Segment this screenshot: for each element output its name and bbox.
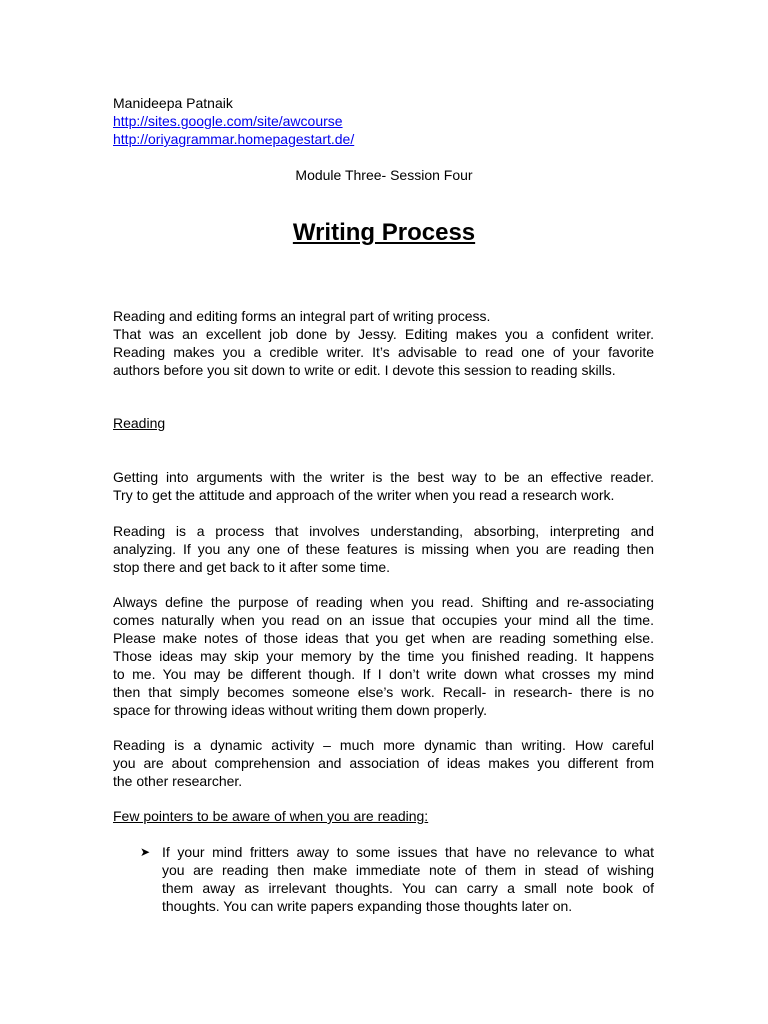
paragraph-line: Getting into arguments with the writer is the best way to be an effective reader. [113, 469, 654, 485]
paragraph-line: Reading makes you a credible writer. It’s advisable to read one of your favorite [113, 344, 654, 360]
paragraph-line: Always define the purpose of reading when you read. Shifting and re-associating [113, 594, 654, 610]
author-name: Manideepa Patnaik [113, 95, 233, 111]
paragraph-line: the other researcher. [113, 773, 243, 789]
paragraph-line: Please make notes of those ideas that you get when are reading something else. [113, 630, 654, 646]
bullet-line: them away as irrelevant thoughts. You can carry a small note book of [162, 880, 654, 896]
course-link[interactable]: http://sites.google.com/site/awcourse [113, 113, 343, 129]
document-header [113, 94, 673, 148]
paragraph-line: Those ideas may skip your memory by the time you finished reading. It happens [113, 648, 654, 664]
paragraph-line: you are about comprehension and association of ideas makes you different from [113, 755, 654, 771]
paragraph-line: Try to get the attitude and approach of the writer when you read a research work. [113, 487, 615, 503]
paragraph-line: space for throwing ideas without writing them down properly. [113, 702, 488, 718]
paragraph-line: Reading and editing forms an integral part of writing process. [113, 308, 491, 324]
pointers-heading: Few pointers to be aware of when you are reading: [113, 808, 429, 824]
intro-paragraph [113, 307, 654, 379]
paragraph-line: Reading is a dynamic activity – much more dynamic than writing. How careful [113, 737, 654, 753]
paragraph-purpose [113, 593, 654, 719]
paragraph-dynamic [113, 736, 654, 790]
reading-heading: Reading [113, 415, 166, 431]
pointers-heading-wrap [113, 807, 654, 825]
paragraph-line: to me. You may be different though. If I don’t write down what crosses my mind [113, 666, 654, 682]
paragraph-process [113, 522, 654, 576]
paragraph-arguments [113, 468, 654, 504]
bullet-line: If your mind fritters away to some issues that have no relevance to what [162, 844, 654, 860]
paragraph-line: stop there and get back to it after some time. [113, 559, 391, 575]
bullet-text [162, 843, 654, 915]
paragraph-line: That was an excellent job done by Jessy. Editing makes you a confident writer. [113, 326, 654, 342]
bullet-line: thoughts. You can write papers expanding those thoughts later on. [162, 898, 573, 914]
reading-section-heading-wrap [113, 414, 654, 432]
paragraph-line: then that simply becomes someone else’s work. Recall- in research- there is no [113, 684, 654, 700]
paragraph-line: comes naturally when you read on an issue that occupies your mind all the time. [113, 612, 654, 628]
document-title: Writing Process [292, 219, 476, 246]
paragraph-line: Reading is a process that involves understanding, absorbing, interpreting and [113, 523, 654, 539]
grammar-link[interactable]: http://oriyagrammar.homepagestart.de/ [113, 131, 355, 147]
paragraph-line: analyzing. If you any one of these features is missing when you are reading then [113, 541, 654, 557]
arrow-bullet-icon: ➤ [140, 845, 151, 859]
paragraph-line: authors before you sit down to write or edit. I devote this session to reading skills. [113, 362, 616, 378]
module-session-label: Module Three- Session Four [295, 167, 473, 183]
bullet-line: you are reading then make immediate note of them in stead of wishing [162, 862, 654, 878]
